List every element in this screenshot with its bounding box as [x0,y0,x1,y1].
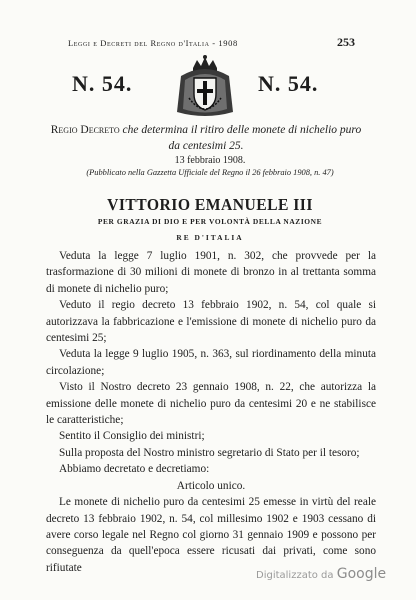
digitization-watermark [256,566,386,582]
decree-body [46,248,376,576]
preamble-paragraph: Veduto il regio decreto 13 febbraio 1902, n. 54, col quale si autorizzava la fabbricazione e l'emissione di monete di nichelio puro da centesimi 25; [46,299,376,345]
google-logo: Google [336,566,387,582]
preamble-paragraph: Veduta la legge 9 luglio 1905, n. 363, sul riordinamento della minuta circolazione; [46,348,376,377]
king-title: RE D'ITALIA [176,233,244,242]
preamble-paragraph: Veduta la legge 7 luglio 1901, n. 302, che provvede per la trasformazione di 30 milioni di monete di bronzo in al trettanta somma di monete di nichelio puro; [46,250,376,295]
enacting-formula: Abbiamo decretato e decretiamo: [59,463,210,476]
running-header: Leggi e Decreti del Regno d'Italia - 1908 [68,38,238,48]
decree-title [46,122,366,154]
decree-number-right: N. 54. [258,71,319,96]
king-grace-formula: PER GRAZIA DI DIO E PER VOLONTÀ DELLA NAZIONE [97,217,323,226]
decree-date: 13 febbraio 1908. [174,155,246,166]
king-name: VITTORIO EMANUELE III [107,195,313,214]
decree-number-left: N. 54. [72,71,133,96]
preamble-paragraph: Sentito il Consiglio dei ministri; [59,430,205,443]
preamble-paragraph: Sulla proposta del Nostro ministro segretario di Stato per il tesoro; [59,446,360,459]
watermark-prefix: Digitalizzato da [256,570,334,581]
decree-title-rest: che determina il ritiro delle monete di nichelio puro da centesimi 25. [122,124,362,152]
publication-note: (Pubblicato nella Gazzetta Ufficiale del Regno il 26 febbraio 1908, n. 47) [86,168,334,177]
article-text: Le monete di nichelio puro da centesimi 25 emesse in virtù del reale decreto 13 febbraio 1902, n. 54, col millesimo 1902 e 1903 cessano di avere corso legale nel Regno col giorno 31 gennaio 1909 e possono per conseguenza da quell'epoca essere ricusati dai privati, come sono rifiutate [46,496,376,574]
decree-title-lead: Regio Decreto [50,124,120,136]
preamble-paragraph: Visto il Nostro decreto 23 gennaio 1908, n. 22, che autorizza la emissione delle monete di nichelio puro da centesimi 20 e ne stabilisce le caratteristiche; [46,381,376,427]
article-heading: Articolo unico. [176,479,246,492]
page-number: 253 [337,35,355,49]
savoy-crest-icon [173,54,237,120]
